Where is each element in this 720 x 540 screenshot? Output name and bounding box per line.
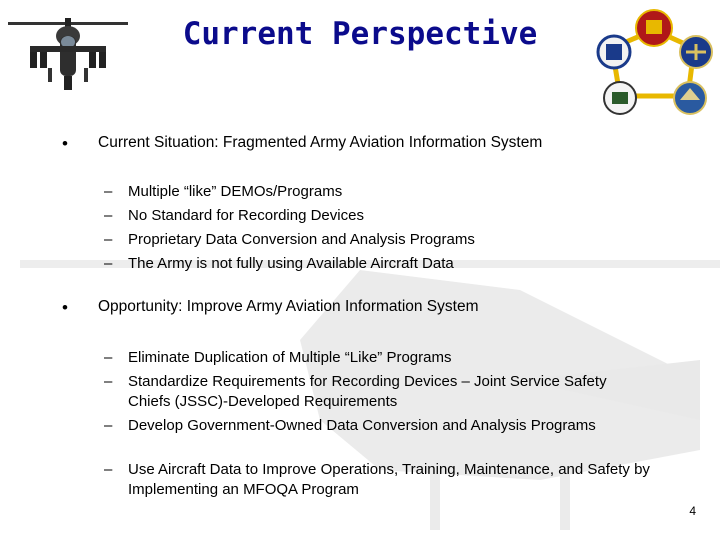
page-title: Current Perspective bbox=[182, 16, 538, 52]
page-number: 4 bbox=[689, 504, 696, 518]
bullet-dot-icon: • bbox=[62, 298, 68, 317]
apache-helicopter-icon bbox=[8, 6, 128, 94]
list-item-text: No Standard for Recording Devices bbox=[128, 207, 364, 224]
list-item-text: Proprietary Data Conversion and Analysis Programs bbox=[128, 231, 475, 248]
bullet-text: Current Situation: Fragmented Army Aviation Information System bbox=[98, 134, 543, 151]
list-item: – Develop Government-Owned Data Conversion and Analysis Programs bbox=[104, 417, 596, 434]
list-item-text: The Army is not fully using Available Aircraft Data bbox=[128, 255, 454, 272]
list-item: – Eliminate Duplication of Multiple “Like” Programs bbox=[104, 349, 452, 366]
bullet-current-situation bbox=[62, 134, 542, 154]
list-item: – Standardize Requirements for Recording Devices – Joint Service Safety Chiefs (JSSC)-Developed Requirements bbox=[104, 373, 607, 410]
bullet-opportunity bbox=[62, 298, 478, 318]
list-item-text: Multiple “like” DEMOs/Programs bbox=[128, 183, 343, 200]
list-item-text: Standardize Requirements for Recording Devices – Joint Service Safety Chiefs (JSSC)-Developed Requirements bbox=[128, 373, 607, 410]
list-item-text: Develop Government-Owned Data Conversion and Analysis Programs bbox=[128, 417, 596, 434]
list-item-text: Eliminate Duplication of Multiple “Like” Programs bbox=[128, 349, 452, 366]
bullet-dot-icon: • bbox=[62, 134, 68, 153]
service-emblems-icon bbox=[592, 8, 716, 116]
list-item: – The Army is not fully using Available Aircraft Data bbox=[104, 255, 454, 272]
list-item: – Proprietary Data Conversion and Analysis Programs bbox=[104, 231, 475, 248]
list-item-text: Use Aircraft Data to Improve Operations, Training, Maintenance, and Safety by Implementing an MFOQA Program bbox=[128, 461, 650, 498]
bullet-text: Opportunity: Improve Army Aviation Information System bbox=[98, 298, 479, 315]
list-item: – Multiple “like” DEMOs/Programs bbox=[104, 183, 343, 200]
list-item: – No Standard for Recording Devices bbox=[104, 207, 364, 224]
list-item: – Use Aircraft Data to Improve Operations, Training, Maintenance, and Safety by Implementing an MFOQA Program bbox=[104, 461, 650, 498]
